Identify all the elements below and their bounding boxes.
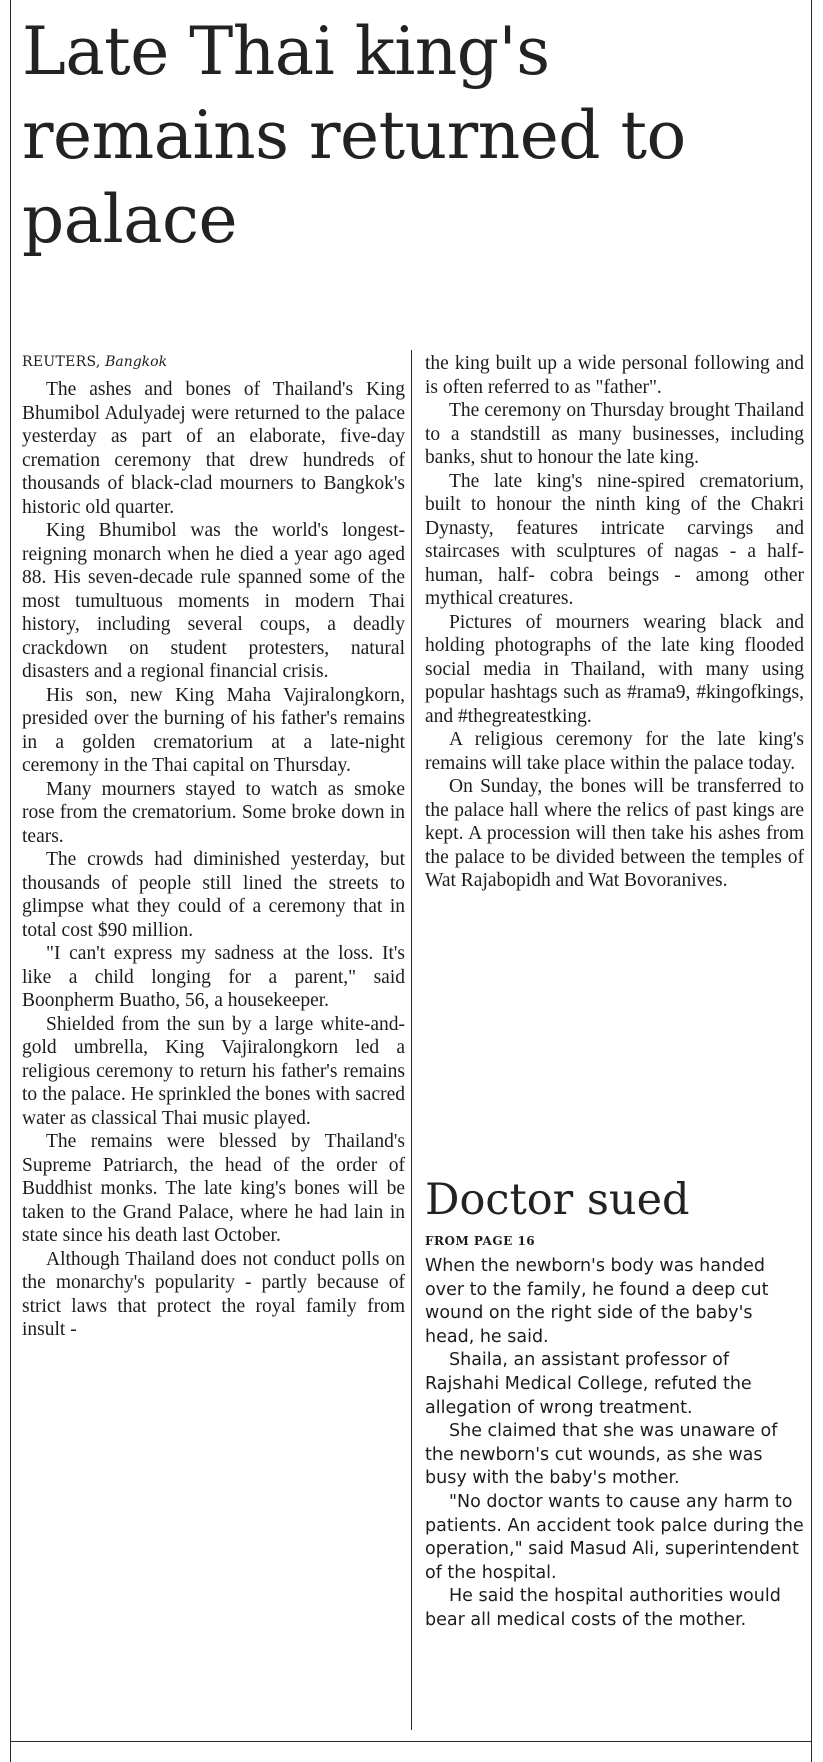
byline bbox=[22, 352, 402, 372]
article-paragraph: Shaila, an assistant professor of Rajshahi Medical College, refuted the allegation of wrong treatment. bbox=[425, 1350, 752, 1418]
article-paragraph: The crowds had diminished yesterday, but thousands of people still lined the streets to glimpse what they could of a ceremony that in total cost $90 million. bbox=[22, 849, 405, 941]
article-paragraph: The ashes and bones of Thailand's King Bhumibol Adulyadej were returned to the palace yesterday as part of an elaborate, five-day cremation ceremony that drew hundreds of thousands of black-clad mourners to Bangkok's historic old quarter. bbox=[22, 379, 405, 518]
article-column-right bbox=[425, 352, 804, 893]
jump-line: FROM PAGE 16 bbox=[425, 1234, 536, 1248]
column-divider bbox=[411, 350, 412, 1730]
article-headline: Late Thai king's remains returned to palace bbox=[22, 13, 686, 258]
article-paragraph: King Bhumibol was the world's longest-reigning monarch when he died a year ago aged 88. His seven-decade rule spanned some of the most tumultuous moments in modern Thai history, including several coups, a deadly crackdown on student protesters, natural disasters and a regional financial crisis. bbox=[22, 520, 405, 682]
byline-place: Bangkok bbox=[105, 354, 168, 370]
byline-agency: REUTERS, bbox=[22, 354, 101, 370]
article-column-left bbox=[22, 378, 405, 1342]
article-paragraph: On Sunday, the bones will be transferred to the palace hall where the relics of past kings are kept. A procession will then take his ashes from the palace to be divided between the temples of Wat Rajabopidh and Wat Bovoranives. bbox=[425, 776, 804, 891]
article-paragraph: His son, new King Maha Vajiralongkorn, presided over the burning of his father's remains in a golden crematorium at a late-night ceremony in the Thai capital on Thursday. bbox=[22, 684, 405, 776]
article-paragraph: Many mourners stayed to watch as smoke rose from the crematorium. Some broke down in tears. bbox=[22, 778, 405, 847]
page-border-left bbox=[10, 0, 11, 1762]
article-paragraph: She claimed that she was unaware of the newborn's cut wounds, as she was busy with the baby's mother. bbox=[425, 1421, 778, 1489]
article-paragraph: "I can't express my sadness at the loss. It's like a child longing for a parent," said Boonpherm Buatho, 56, a housekeeper. bbox=[22, 943, 405, 1011]
article-paragraph: When the newborn's body was handed over to the family, he found a deep cut wound on the right side of the baby's head, he said. bbox=[425, 1256, 769, 1347]
doctor-article-column bbox=[425, 1255, 804, 1633]
article-paragraph-continued: the king built up a wide personal following and is often referred to as "father". bbox=[425, 353, 804, 398]
page-border-bottom bbox=[10, 1741, 812, 1742]
article-paragraph: The ceremony on Thursday brought Thailand to a standstill as many businesses, including banks, shut to honour the late king. bbox=[425, 400, 804, 468]
article-paragraph: Although Thailand does not conduct polls on the monarchy's popularity - partly because of strict laws that protect the royal family from insult - bbox=[22, 1248, 405, 1340]
article-paragraph: He said the hospital authorities would bear all medical costs of the mother. bbox=[425, 1586, 781, 1630]
article-paragraph: Shielded from the sun by a large white-and-gold umbrella, King Vajiralongkorn led a religious ceremony to return his father's remains to the palace. He sprinkled the bones with sacred water as classical Thai music played. bbox=[22, 1013, 405, 1129]
article-paragraph: The remains were blessed by Thailand's Supreme Patriarch, the head of the order of Buddhist monks. The late king's bones will be taken to the Grand Palace, where he had lain in state since his death last October. bbox=[22, 1131, 405, 1246]
article-paragraph: Pictures of mourners wearing black and holding photographs of the late king flooded social media in Thailand, with many using popular hashtags such as #rama9, #kingofkings, and #thegreatestking. bbox=[425, 611, 804, 727]
article-paragraph: "No doctor wants to cause any harm to patients. An accident took palce during the operation," said Masud Ali, superintendent of the hospital. bbox=[425, 1491, 804, 1583]
page-border-right bbox=[811, 0, 812, 1762]
article-paragraph: The late king's nine-spired crematorium, built to honour the ninth king of the Chakri Dynasty, features intricate carvings and staircases with sculptures of nagas - a half-human, half- cobra beings - among other mythical creatures. bbox=[425, 470, 804, 609]
doctor-sued-headline: Doctor sued bbox=[425, 1175, 690, 1225]
article-paragraph: A religious ceremony for the late king's remains will take place within the palace today. bbox=[425, 729, 804, 774]
